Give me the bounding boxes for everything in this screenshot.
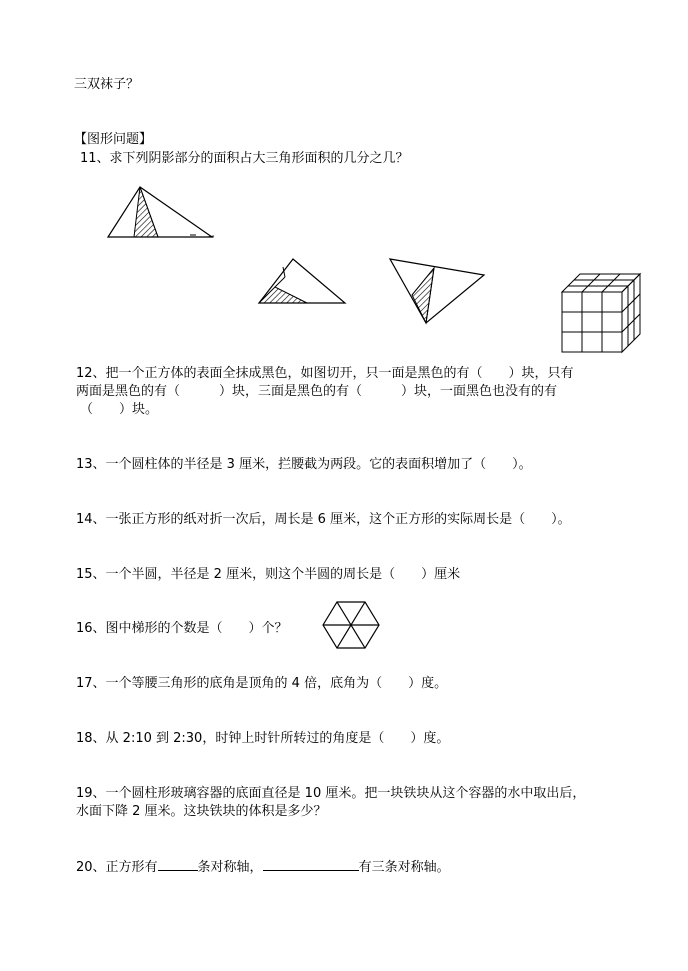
figure-triangle-1 xyxy=(104,183,224,243)
question-18: 18、从 2:10 到 2:30，时钟上时针所转过的角度是（ ）度。 xyxy=(76,731,450,746)
hexagon-figure xyxy=(320,600,382,650)
cube-figure xyxy=(558,270,648,356)
question-13: 13、一个圆柱体的半径是 3 厘米，拦腰截为两段。它的表面积增加了（ ）。 xyxy=(76,457,532,472)
question-15: 15、一个半圆，半径是 2 厘米，则这个半圆的周长是（ ）厘米 xyxy=(76,567,461,582)
question-12-line-3: （ ）块。 xyxy=(80,402,159,417)
question-12-line-1: 12、把一个正方体的表面全抹成黑色，如图切开，只一面是黑色的有（ ）块，只有 xyxy=(76,366,574,381)
question-20-part-3: 有三条对称轴。 xyxy=(358,860,450,875)
answer-blank-2[interactable] xyxy=(263,858,359,871)
question-12-line-2: 两面是黑色的有（ ）块，三面是黑色的有（ ）块，一面黑色也没有的有 xyxy=(76,384,558,399)
question-14: 14、一张正方形的纸对折一次后，周长是 6 厘米，这个正方形的实际周长是（ ）。 xyxy=(76,512,571,527)
figure-triangle-3 xyxy=(386,255,486,330)
question-20 xyxy=(76,858,450,876)
top-line-text: 三双袜子？ xyxy=(74,77,140,92)
question-20-part-1: 20、正方形有 xyxy=(76,860,158,875)
question-19-line-2: 水面下降 2 厘米。这块铁块的体积是多少？ xyxy=(76,804,327,819)
question-20-part-2: 条对称轴， xyxy=(197,860,263,875)
question-11: 11、求下列阴影部分的面积占大三角形面积的几分之几？ xyxy=(80,151,409,166)
question-19-line-1: 19、一个圆柱形玻璃容器的底面直径是 10 厘米。把一块铁块从这个容器的水中取出后， xyxy=(76,786,586,801)
answer-blank-1[interactable] xyxy=(158,858,198,871)
question-16: 16、图中梯形的个数是（ ）个？ xyxy=(76,621,288,636)
figure-triangle-2 xyxy=(255,255,350,310)
question-17: 17、一个等腰三角形的底角是顶角的 4 倍，底角为（ ）度。 xyxy=(76,676,448,691)
section-header: 【图形问题】 xyxy=(74,132,153,147)
